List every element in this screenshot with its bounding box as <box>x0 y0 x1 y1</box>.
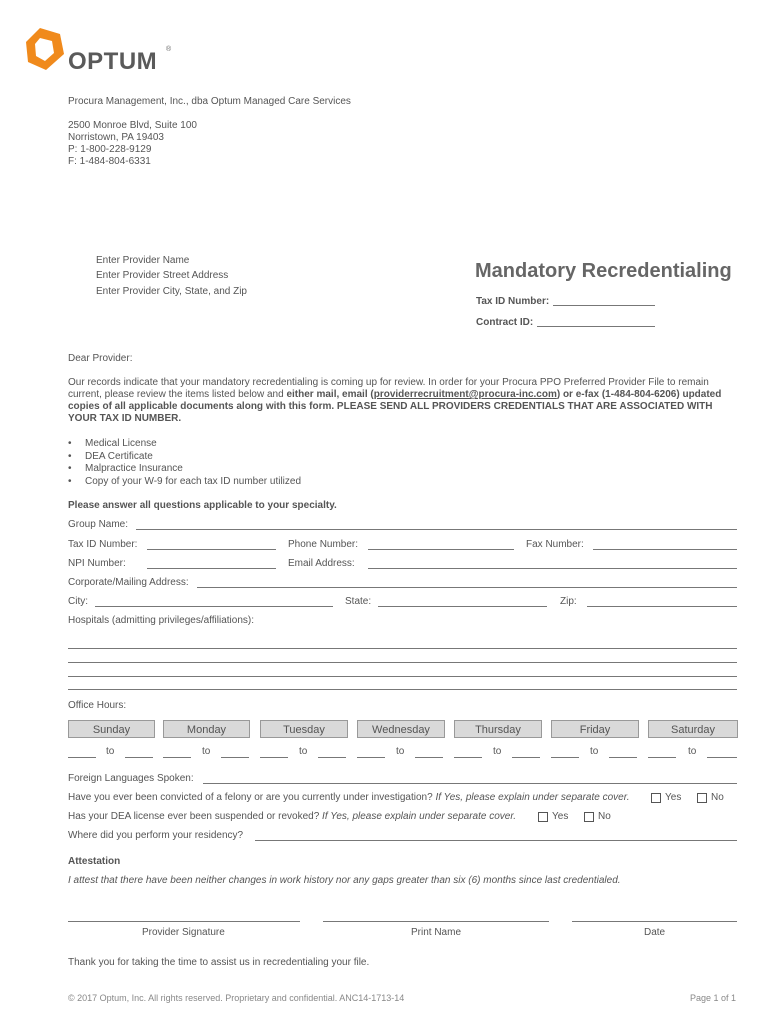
felony-question: Have you ever been convicted of a felony or are you currently under investigation? If Yes, please explain under separate cover. <box>68 792 630 803</box>
hours-from-line[interactable] <box>454 757 482 758</box>
attestation-text: I attest that there have been neither changes in work history nor any gaps greater than six (6) months since last credentialed. <box>68 875 621 886</box>
provider-street[interactable]: Enter Provider Street Address <box>96 270 229 281</box>
to-label: to <box>493 746 502 757</box>
document-title: Mandatory Recredentialing <box>475 260 732 282</box>
tax-id-label: Tax ID Number: <box>476 296 550 307</box>
optum-logo <box>24 26 184 75</box>
footer-page: Page 1 of 1 <box>690 993 737 1003</box>
hours-to-line[interactable] <box>415 757 443 758</box>
company-name: Procura Management, Inc., dba Optum Managed Care Services <box>68 96 351 107</box>
company-fax: F: 1-484-804-6331 <box>68 156 151 167</box>
contract-id-label: Contract ID: <box>476 317 534 328</box>
zip-line[interactable] <box>587 606 737 607</box>
hours-from-line[interactable] <box>551 757 579 758</box>
form-tax-id-line[interactable] <box>147 549 276 550</box>
day-wednesday: Wednesday <box>357 720 445 738</box>
hospitals-line[interactable] <box>68 662 737 663</box>
hours-to-line[interactable] <box>609 757 637 758</box>
hospitals-line[interactable] <box>68 676 737 677</box>
dea-no-checkbox[interactable] <box>584 812 594 822</box>
bullet-item: • Malpractice Insurance <box>68 463 183 474</box>
email-label: Email Address: <box>288 558 355 569</box>
to-label: to <box>396 746 405 757</box>
felony-no-checkbox[interactable] <box>697 793 707 803</box>
mailing-address-line[interactable] <box>197 587 737 588</box>
contract-id-line[interactable] <box>537 326 655 327</box>
hours-from-line[interactable] <box>260 757 288 758</box>
company-city: Norristown, PA 19403 <box>68 132 164 143</box>
intro-email-link[interactable]: providerrecruitment@procura-inc.com <box>373 389 557 400</box>
languages-label: Foreign Languages Spoken: <box>68 773 194 784</box>
office-hours-label: Office Hours: <box>68 700 127 711</box>
hours-from-line[interactable] <box>68 757 96 758</box>
company-phone: P: 1-800-228-9129 <box>68 144 152 155</box>
to-label: to <box>202 746 211 757</box>
zip-label: Zip: <box>560 596 577 607</box>
date-label: Date <box>644 927 666 938</box>
npi-label: NPI Number: <box>68 558 126 569</box>
intro-part1: Our records indicate that your mandatory recredentialing is coming up for review. In order for your Procura PPO Preferred Provider File to remain current, please review the items listed below and <box>68 377 709 400</box>
provider-name[interactable]: Enter Provider Name <box>96 255 190 266</box>
to-label: to <box>688 746 697 757</box>
provider-signature-label: Provider Signature <box>142 927 225 938</box>
intro-paragraph <box>68 377 730 425</box>
languages-line[interactable] <box>203 783 737 784</box>
felony-yes-label: Yes <box>665 792 682 803</box>
day-saturday: Saturday <box>648 720 738 738</box>
hours-to-line[interactable] <box>512 757 540 758</box>
bullet-item: • Copy of your W-9 for each tax ID number utilized <box>68 476 302 487</box>
hours-to-line[interactable] <box>221 757 249 758</box>
hours-from-line[interactable] <box>648 757 676 758</box>
phone-line[interactable] <box>368 549 514 550</box>
company-street: 2500 Monroe Blvd, Suite 100 <box>68 120 197 131</box>
dea-yes-checkbox[interactable] <box>538 812 548 822</box>
hospitals-label: Hospitals (admitting privileges/affiliations): <box>68 615 255 626</box>
intro-part2: either mail, email ( <box>286 389 374 400</box>
dea-question: Has your DEA license ever been suspended or revoked? If Yes, please explain under separate cover. <box>68 811 517 822</box>
hours-to-line[interactable] <box>125 757 153 758</box>
phone-label: Phone Number: <box>288 539 359 550</box>
hours-from-line[interactable] <box>163 757 191 758</box>
hospitals-line[interactable] <box>68 648 737 649</box>
hours-to-line[interactable] <box>707 757 737 758</box>
hospitals-line[interactable] <box>68 689 737 690</box>
bullet-item: • Medical License <box>68 438 157 449</box>
state-line[interactable] <box>378 606 547 607</box>
fax-line[interactable] <box>593 549 737 550</box>
mailing-address-label: Corporate/Mailing Address: <box>68 577 189 588</box>
tax-id-line[interactable] <box>553 305 655 306</box>
hours-from-line[interactable] <box>357 757 385 758</box>
bullet-item: • DEA Certificate <box>68 451 153 462</box>
day-thursday: Thursday <box>454 720 542 738</box>
date-line[interactable] <box>572 921 737 922</box>
day-friday: Friday <box>551 720 639 738</box>
fax-label: Fax Number: <box>526 539 584 550</box>
day-tuesday: Tuesday <box>260 720 348 738</box>
group-name-line[interactable] <box>136 529 737 530</box>
to-label: to <box>106 746 115 757</box>
logo-registered-mark: ® <box>166 46 172 53</box>
npi-line[interactable] <box>147 568 276 569</box>
residency-label: Where did you perform your residency? <box>68 830 244 841</box>
questions-heading: Please answer all questions applicable to your specialty. <box>68 500 337 511</box>
dea-yes-label: Yes <box>552 811 569 822</box>
state-label: State: <box>345 596 372 607</box>
logo-text: OPTUM <box>68 48 158 75</box>
form-tax-id-label: Tax ID Number: <box>68 539 138 550</box>
greeting: Dear Provider: <box>68 353 133 364</box>
day-monday: Monday <box>163 720 250 738</box>
felony-yes-checkbox[interactable] <box>651 793 661 803</box>
attestation-heading: Attestation <box>68 856 121 867</box>
residency-line[interactable] <box>255 840 737 841</box>
print-name-label: Print Name <box>411 927 462 938</box>
to-label: to <box>299 746 308 757</box>
intro-part3: ) or e-fax (1-484-804-6206) updated copies of all applicable documents along with this form. PLEASE SEND ALL PROVIDERS CREDENTIALS THAT ARE ASSOCIATED WITH YOUR TAX ID NUMBER. <box>68 389 722 424</box>
city-line[interactable] <box>95 606 333 607</box>
to-label: to <box>590 746 599 757</box>
hours-to-line[interactable] <box>318 757 346 758</box>
group-name-label: Group Name: <box>68 519 129 530</box>
city-label: City: <box>68 596 88 607</box>
dea-no-label: No <box>598 811 611 822</box>
thanks-text: Thank you for taking the time to assist us in recredentialing your file. <box>68 957 370 968</box>
provider-city[interactable]: Enter Provider City, State, and Zip <box>96 286 247 297</box>
email-line[interactable] <box>368 568 737 569</box>
day-sunday: Sunday <box>68 720 155 738</box>
footer-copyright: © 2017 Optum, Inc. All rights reserved. Proprietary and confidential. ANC14-1713-14 <box>68 993 405 1003</box>
felony-no-label: No <box>711 792 724 803</box>
provider-signature-line[interactable] <box>68 921 300 922</box>
print-name-line[interactable] <box>323 921 549 922</box>
optum-logo-mark-icon <box>24 26 68 72</box>
